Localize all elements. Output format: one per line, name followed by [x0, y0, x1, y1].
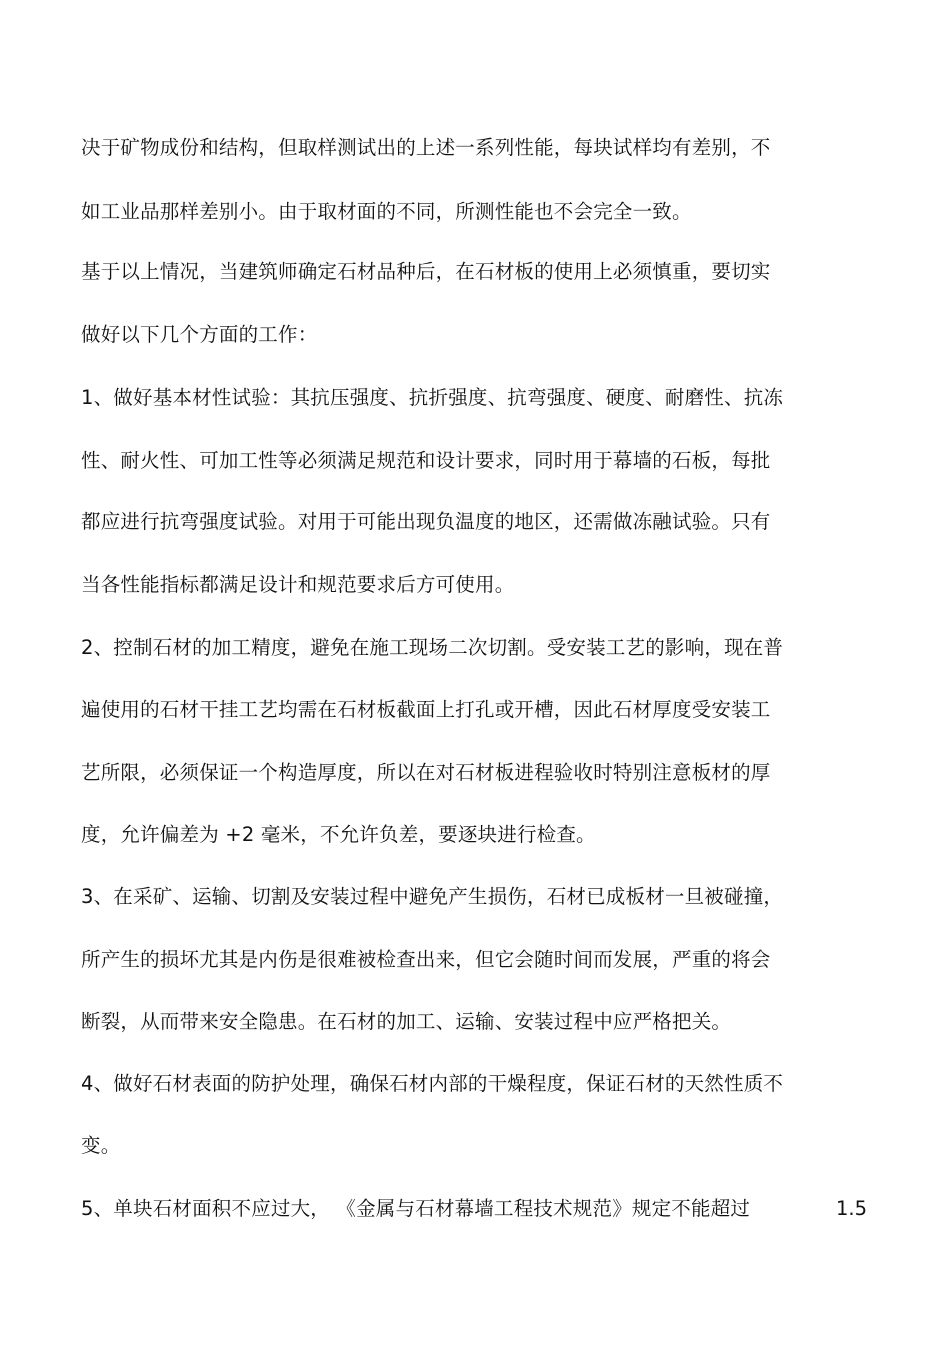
paragraph-line: 所产生的损坏尤其是内伤是很难被检查出来，但它会随时间而发展，严重的将会	[81, 948, 771, 971]
paragraph-line: 如工业品那样差别小。由于取材面的不同，所测性能也不会完全一致。	[81, 200, 692, 223]
paragraph-line: 遍使用的石材干挂工艺均需在石材板截面上打孔或开槽，因此石材厚度受安装工	[81, 698, 771, 721]
paragraph-line: 都应进行抗弯强度试验。对用于可能出现负温度的地区，还需做冻融试验。只有	[81, 510, 771, 533]
paragraph-line: 2、控制石材的加工精度，避免在施工现场二次切割。受安装工艺的影响，现在普	[81, 636, 784, 659]
paragraph-line: 3、在采矿、运输、切割及安装过程中避免产生损伤，石材已成板材一旦被碰撞，	[81, 885, 784, 908]
paragraph-line: 基于以上情况，当建筑师确定石材品种后，在石材板的使用上必须慎重，要切实	[81, 260, 771, 283]
paragraph-line: 度，允许偏差为 +2 毫米，不允许负差，要逐块进行检查。	[81, 823, 596, 846]
paragraph-line: 1、做好基本材性试验：其抗压强度、抗折强度、抗弯强度、硬度、耐磨性、抗冻	[81, 386, 784, 409]
paragraph-line: 做好以下几个方面的工作：	[81, 323, 318, 346]
paragraph-line: 变。	[81, 1134, 121, 1157]
paragraph-line: 5、单块石材面积不应过大， 《金属与石材幕墙工程技术规范》规定不能超过	[81, 1197, 751, 1220]
paragraph-line: 4、做好石材表面的防护处理，确保石材内部的干燥程度，保证石材的天然性质不	[81, 1072, 784, 1095]
paragraph-line: 决于矿物成份和结构，但取样测试出的上述一系列性能，每块试样均有差别，不	[81, 136, 771, 159]
paragraph-line-tail: 1.5	[836, 1197, 868, 1220]
paragraph-line: 断裂，从而带来安全隐患。在石材的加工、运输、安装过程中应严格把关。	[81, 1010, 732, 1033]
paragraph-line: 性、耐火性、可加工性等必须满足规范和设计要求，同时用于幕墙的石板，每批	[81, 449, 771, 472]
paragraph-line: 艺所限，必须保证一个构造厚度，所以在对石材板进程验收时特别注意板材的厚	[81, 761, 771, 784]
paragraph-line: 当各性能指标都满足设计和规范要求后方可使用。	[81, 573, 515, 596]
